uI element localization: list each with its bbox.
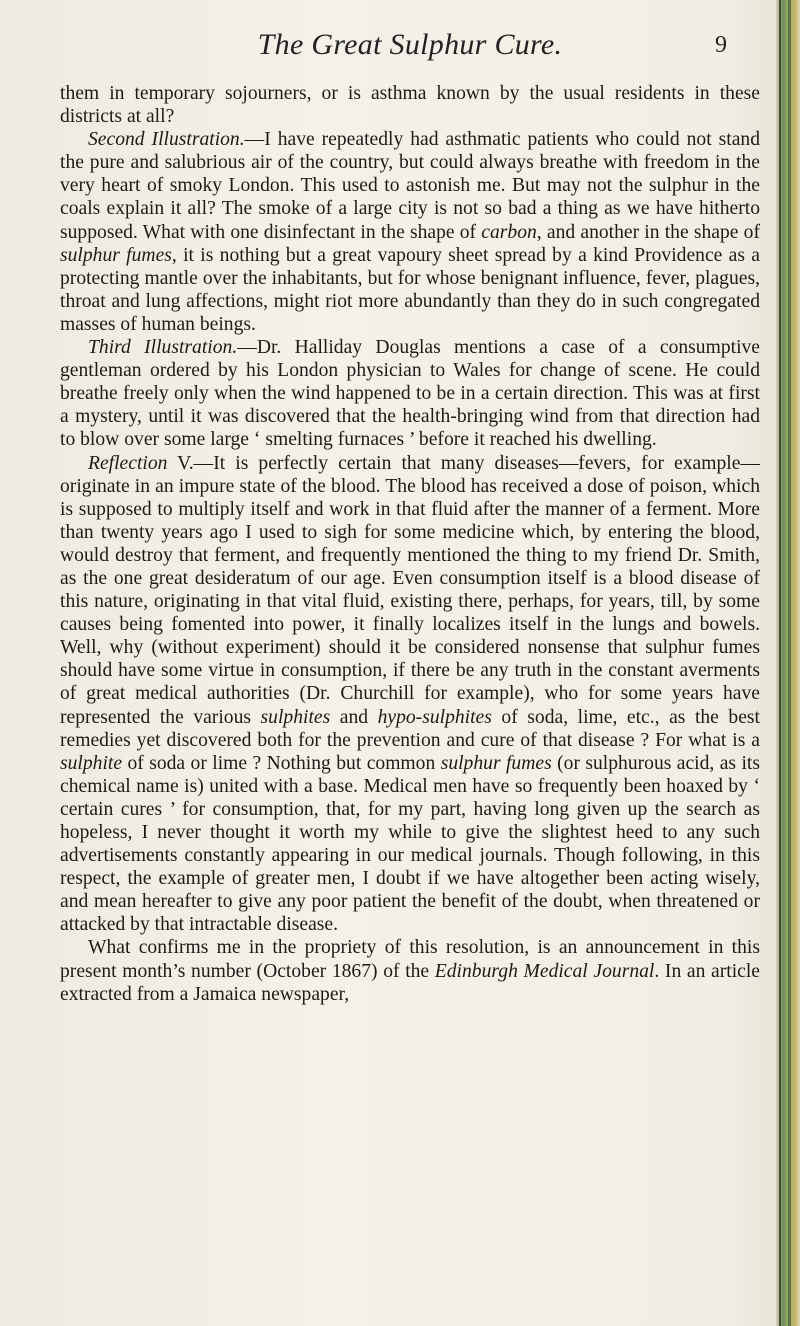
page-number: 9	[715, 32, 727, 58]
dash: —	[244, 129, 265, 151]
dash: —	[193, 452, 214, 474]
running-title: The Great Sulphur Cure.	[257, 28, 563, 61]
paragraph-text: . In an article extracted from a Jamaica newspaper,	[60, 960, 760, 1005]
book-binding-edge	[776, 0, 800, 1326]
paragraph-text: , it is nothing but a great vapoury sheet spread by a kind Providence as a protecting mantle over the inhabitants, but for whose benignant influence, fever, plagues, throat and lung affections, might riot more abundantly than they do in such congregated masses of human beings.	[60, 244, 760, 335]
paragraph-continuation	[60, 82, 760, 128]
section-label: Third Illustration.	[88, 337, 238, 359]
body-text	[60, 82, 760, 1006]
paragraph-reflection-five	[60, 452, 760, 937]
running-head	[0, 26, 760, 70]
paragraph-text: them in temporary sojourners, or is asthma known by the usual residents in these districts at all?	[60, 83, 760, 128]
paragraph-third-illustration	[60, 336, 760, 451]
paragraph-text: I have repeatedly had asthmatic patients who could not stand the pure and salubrious air of the country, but could always breathe with freedom in the very heart of smoky London. This used to astonish me. But may not the sulphur in the coals explain it all? The smoke of a large city is not so bad a thing as we have hitherto supposed. What with one disinfectant in the shape of	[60, 129, 760, 243]
paragraph-text: of soda or lime ? Nothing but common	[122, 752, 441, 774]
paragraph-text: of soda, lime, etc., as the best remedies yet discovered both for the prevention and cure of that disease ? For what is a	[60, 706, 760, 751]
section-label: Reflection	[88, 452, 168, 474]
dash: —	[237, 337, 257, 359]
paragraph-text: It is perfectly certain that many diseases—fevers, for example—originate in an impure state of the blood. The blood has received a dose of poison, which is supposed to multiply itself and work in that fluid after the manner of a ferment. More than twenty years ago I used to sigh for some medicine which, by entering the blood, would destroy that ferment, and frequently mentioned the thing to my friend Dr. Smith, as the one great desideratum of our age. Even consumption itself is a blood disease of this nature, originating in that vital fluid, existing there, perhaps, for years, till, by some causes being fomented into power, it finally localizes itself in the lungs and bowels. Well, why (without experiment) should it be considered nonsense that sulphur fumes should have some virtue in consumption, if there be any truth in the constant averments of great medical authorities (Dr. Churchill for example), who for some years have represented the various	[60, 452, 760, 728]
italic-term: sulphite	[60, 752, 123, 774]
section-number: V.	[167, 452, 194, 474]
paragraph-text: What confirms me in the propriety of this resolution, is an announcement in this present month’s number (October 1867) of the	[60, 937, 760, 982]
journal-title: Edinburgh Medical Journal	[434, 960, 655, 982]
italic-term: sulphur fumes	[440, 752, 552, 774]
paragraph-text: (or sulphurous acid, as its chemical name is) united with a base. Medical men have so frequently been hoaxed by ‘ certain cures ’ for consumption, that, for my part, having long given up the search as hopeless, I never thought it worth my while to give the slightest heed to any such advertisements constantly appearing in our medical journals. Though following, in this respect, the example of greater men, I doubt if we have altogether been acting wisely, and mean hereafter to give any poor patient the benefit of the doubt, when threatened or attacked by that intractable disease.	[60, 752, 760, 936]
italic-term: carbon	[481, 221, 537, 243]
section-label: Second Illustration.	[88, 129, 245, 151]
paragraph-confirmation	[60, 936, 760, 1005]
italic-term: sulphur fumes	[60, 244, 172, 266]
italic-term: hypo-sulphites	[377, 706, 492, 728]
paragraph-second-illustration	[60, 128, 760, 336]
paragraph-text: and	[330, 706, 378, 728]
paragraph-text: , and another in the shape of	[536, 221, 760, 243]
paragraph-text: Dr. Halliday Douglas mentions a case of a consumptive gentleman ordered by his London physician to Wales for change of scene. He could breathe freely only when the wind happened to be in a certain direction. This was at first a mystery, until it was discovered that the health-bringing wind from that direction had to blow over some large ‘ smelting furnaces ’ before it reached his dwelling.	[60, 337, 761, 451]
italic-term: sulphites	[260, 706, 331, 728]
